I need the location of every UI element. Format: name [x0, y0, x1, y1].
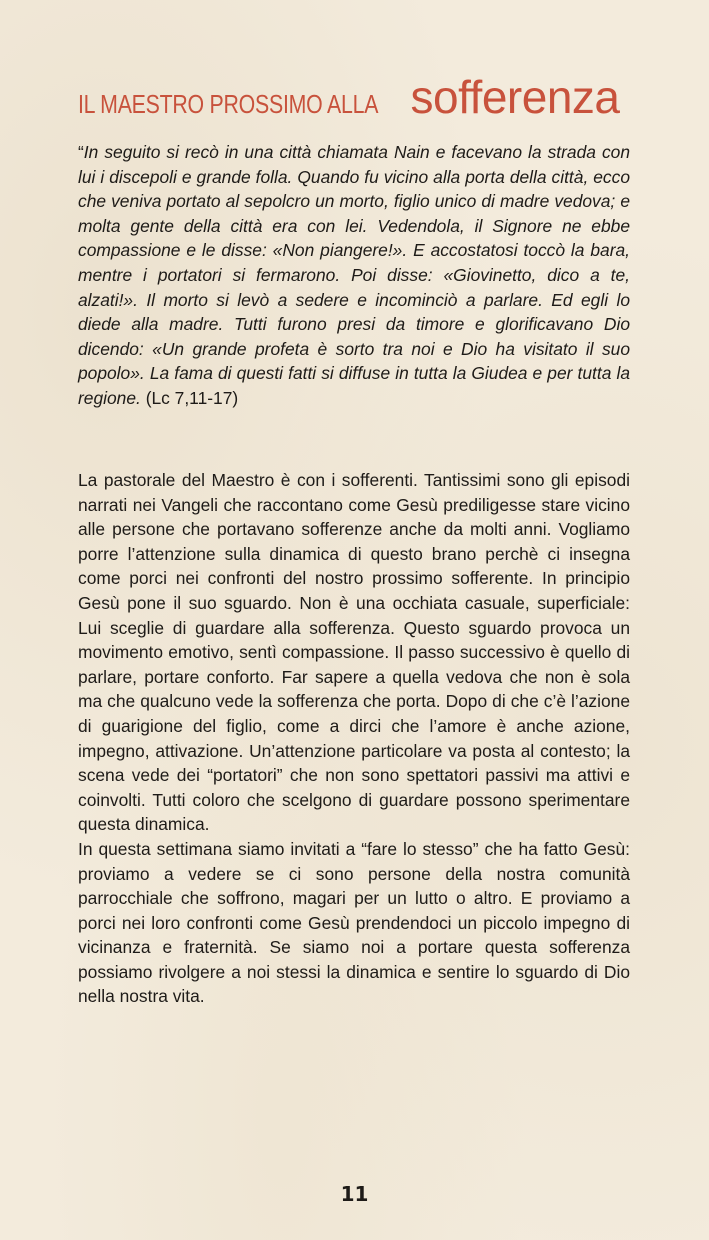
quote-open-mark: “ [78, 142, 84, 162]
commentary [78, 468, 630, 1009]
commentary-paragraph-1: La pastorale del Maestro è con i sofferenti. Tantissimi sono gli episodi narrati nei Vangeli che raccontano come Gesù prediligesse stare vicino alle persone che portavano sofferenze anche da molti anni. Vogliamo porre l’attenzione sulla dinamica di questo brano perchè ci insegna come porci nei confronti del nostro prossimo sofferente. In principio Gesù pone il suo sguardo. Non è una occhiata casuale, superficiale: Lui sceglie di guardare alla sofferenza. Questo sguardo provoca un movimento emotivo, sentì compassione. Il passo successivo è quello di parlare, portare conforto. Far sapere a quella vedova che non è sola ma che qualcuno vede la sofferenza che porta. Dopo di che c’è l’azione di guarigione del figlio, come a dirci che l’amore è anche azione, impegno, attivazione. Un’attenzione particolare va posta al contesto; la scena vede dei “portatori” che non sono spettatori passivi ma attivi e coinvolti. Tutti coloro che scelgono di guardare possono sperimentare questa dinamica. [78, 470, 630, 835]
page-number: 11 [340, 1182, 369, 1206]
chapter-heading [78, 71, 638, 123]
heading-prefix: IL MAESTRO PROSSIMO ALLA [78, 89, 379, 119]
quote-reference: (Lc 7,11-17) [140, 387, 239, 408]
commentary-paragraph-2: In questa settimana siamo invitati a “fare lo stesso” che ha fatto Gesù: proviamo a vedere se ci sono persone della nostra comunità parrocchiale che soffrono, magari per un lutto o altro. E proviamo a porci nei loro confronti come Gesù prendendoci un piccolo impegno di vicinanza e fraternità. Se siamo noi a portare questa sofferenza possiamo rivolgere a noi stessi la dinamica e sentire lo sguardo di Dio nella nostra vita. [78, 838, 630, 1007]
gospel-quote [78, 140, 630, 411]
quote-text: In seguito si recò in una città chiamata Nain e facevano la strada con lui i discepoli e grande folla. Quando fu vicino alla porta della città, ecco che veniva portato al sepolcro un morto, figlio unico di madre vedova; e molta gente della città era con lei. Vedendola, il Signore ne ebbe compassione e le disse: «Non piangere!». E accostatosi toccò la bara, mentre i portatori si fermarono. Poi disse: «Giovinetto, dico a te, alzati!». Il morto si levò a sedere e incominciò a parlare. Ed egli lo diede alla madre. Tutti furono presi da timore e glorificavano Dio dicendo: «Un grande profeta è sorto tra noi e Dio ha visitato il suo popolo». La fama di questi fatti si diffuse in tutta la Giudea e per tutta la regione. [78, 142, 630, 408]
heading-emphasis: sofferenza [410, 71, 620, 123]
